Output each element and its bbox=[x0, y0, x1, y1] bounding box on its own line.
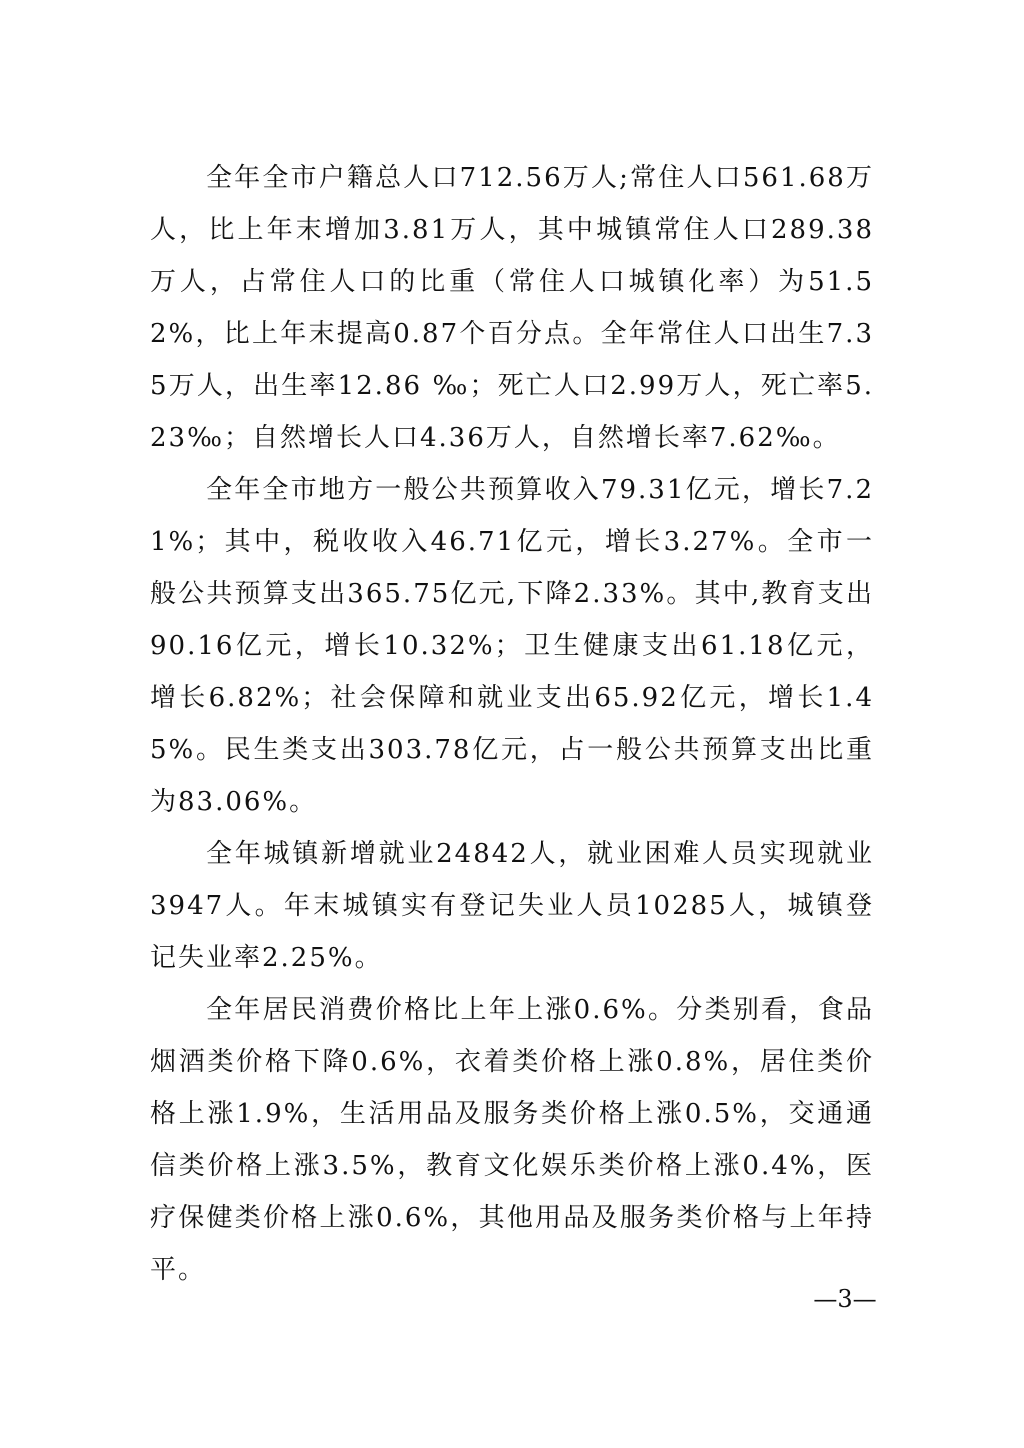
paragraph-consumer-prices: 全年居民消费价格比上年上涨0.6%。分类别看，食品烟酒类价格下降0.6%，衣着类价格上涨0.8%，居住类价格上涨1.9%，生活用品及服务类价格上涨0.5%，交通通信类价格上涨3.5%，教育文化娱乐类价格上涨0.4%，医疗保健类价格上涨0.6%，其他用品及服务类价格与上年持平。 bbox=[150, 995, 874, 1285]
document-body bbox=[150, 152, 874, 1296]
page-number: —3— bbox=[813, 1285, 877, 1313]
paragraph-employment: 全年城镇新增就业24842人，就业困难人员实现就业3947人。年末城镇实有登记失业人员10285人，城镇登记失业率2.25%。 bbox=[150, 839, 874, 973]
paragraph-population: 全年全市户籍总人口712.56万人;常住人口561.68万人，比上年末增加3.81万人，其中城镇常住人口289.38万人，占常住人口的比重（常住人口城镇化率）为51.52%，比上年末提高0.87个百分点。全年常住人口出生7.35万人，出生率12.86 ‰；死亡人口2.99万人，死亡率5.23‰；自然增长人口4.36万人，自然增长率7.62‰。 bbox=[150, 163, 874, 453]
paragraph-public-budget: 全年全市地方一般公共预算收入79.31亿元，增长7.21%；其中，税收收入46.71亿元，增长3.27%。全市一般公共预算支出365.75亿元,下降2.33%。其中,教育支出90.16亿元，增长10.32%；卫生健康支出61.18亿元，增长6.82%；社会保障和就业支出65.92亿元，增长1.45%。民生类支出303.78亿元，占一般公共预算支出比重为83.06%。 bbox=[150, 475, 874, 817]
